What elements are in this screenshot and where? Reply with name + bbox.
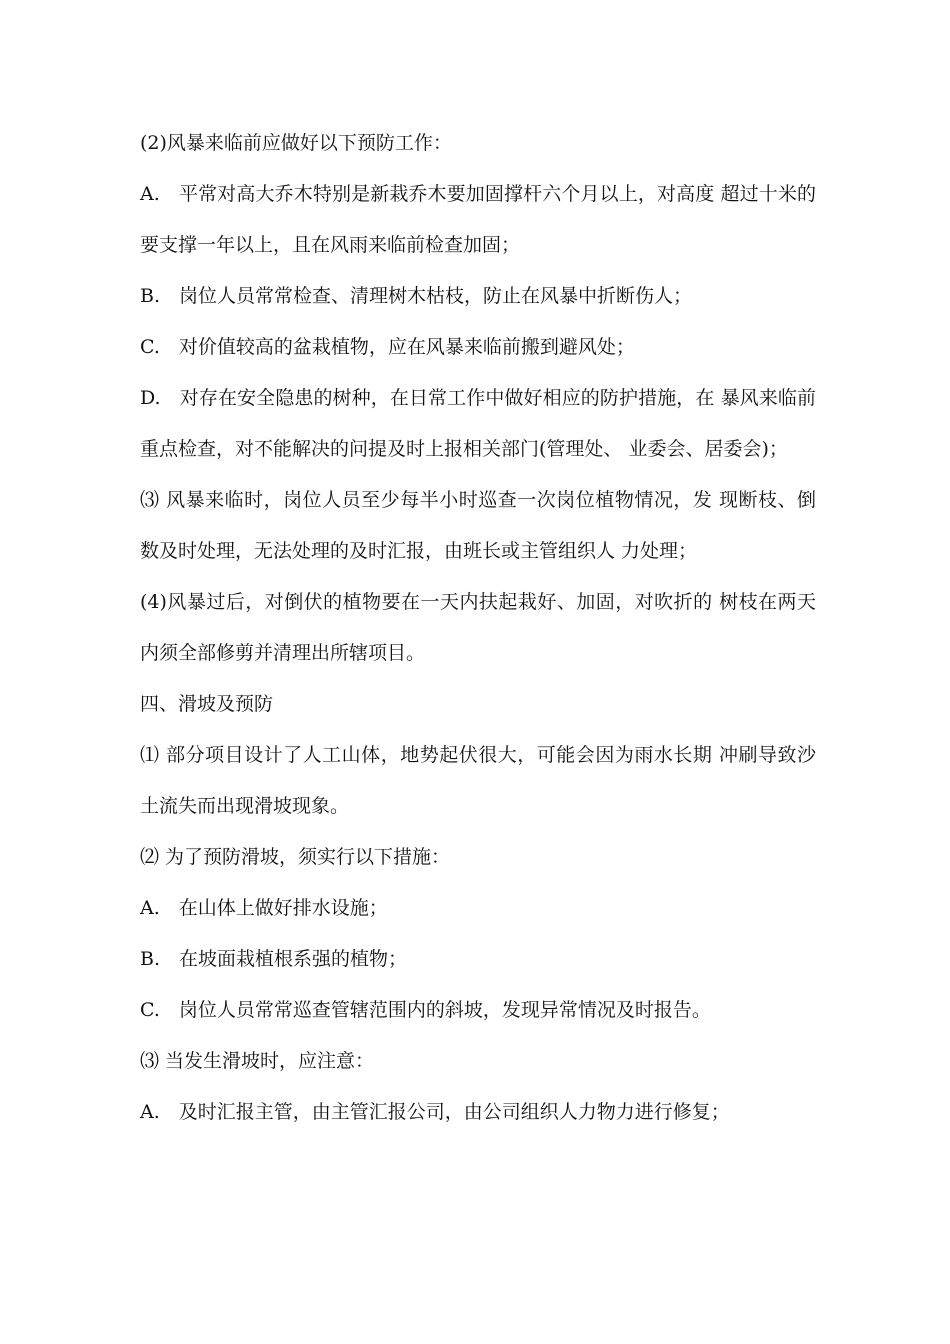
section-heading-landslide: 四、滑坡及预防 xyxy=(140,693,274,715)
paragraph-landslide-cause: ⑴ 部分项目设计了人工山体，地势起伏很大，可能会因为雨水长期 冲刷导致沙土流失而出现滑坡现象。 xyxy=(140,744,816,817)
paragraph-measure-b-planting: B. 在坡面栽植根系强的植物； xyxy=(140,948,408,970)
document-page xyxy=(140,118,816,1138)
paragraph-during-storm: ⑶ 风暴来临时，岗位人员至少每半小时巡查一次岗位植物情况，发 现断枝、倒数及时处理，无法处理的及时汇报，由班长或主管组织人 力处理； xyxy=(140,489,816,562)
paragraph-after-storm: (4)风暴过后，对倒伏的植物要在一天内扶起栽好、加固，对吹折的 树枝在两天内须全部修剪并清理出所辖项目。 xyxy=(140,591,816,664)
paragraph-measure-c-inspection: C. 岗位人员常常巡查管辖范围内的斜坡，发现异常情况及时报告。 xyxy=(140,999,711,1021)
paragraph-item-d-hazard-species: D. 对存在安全隐患的树种，在日常工作中做好相应的防护措施，在 暴风来临前重点检查，对不能解决的问提及时上报相关部门(管理处、 业委会、居委会)； xyxy=(140,387,816,460)
paragraph-item-c-move-potted-plants: C. 对价值较高的盆栽植物，应在风暴来临前搬到避风处； xyxy=(140,336,635,358)
paragraph-item-a-support-trees: A. 平常对高大乔木特别是新栽乔木要加固撑杆六个月以上，对高度 超过十米的要支撑一年以上，且在风雨来临前检查加固； xyxy=(140,183,816,256)
paragraph-measure-a-drainage: A. 在山体上做好排水设施； xyxy=(140,897,388,919)
paragraph-landslide-measures-heading: ⑵ 为了预防滑坡，须实行以下措施： xyxy=(140,846,451,868)
paragraph-item-b-clear-branches: B. 岗位人员常常检查、清理树木枯枝，防止在风暴中折断伤人； xyxy=(140,285,693,307)
paragraph-storm-prevention-heading: (2)风暴来临前应做好以下预防工作： xyxy=(140,132,452,154)
paragraph-occur-a-report: A. 及时汇报主管，由主管汇报公司，由公司组织人力物力进行修复； xyxy=(140,1101,730,1123)
paragraph-landslide-occurs-heading: ⑶ 当发生滑坡时，应注意： xyxy=(140,1050,375,1072)
